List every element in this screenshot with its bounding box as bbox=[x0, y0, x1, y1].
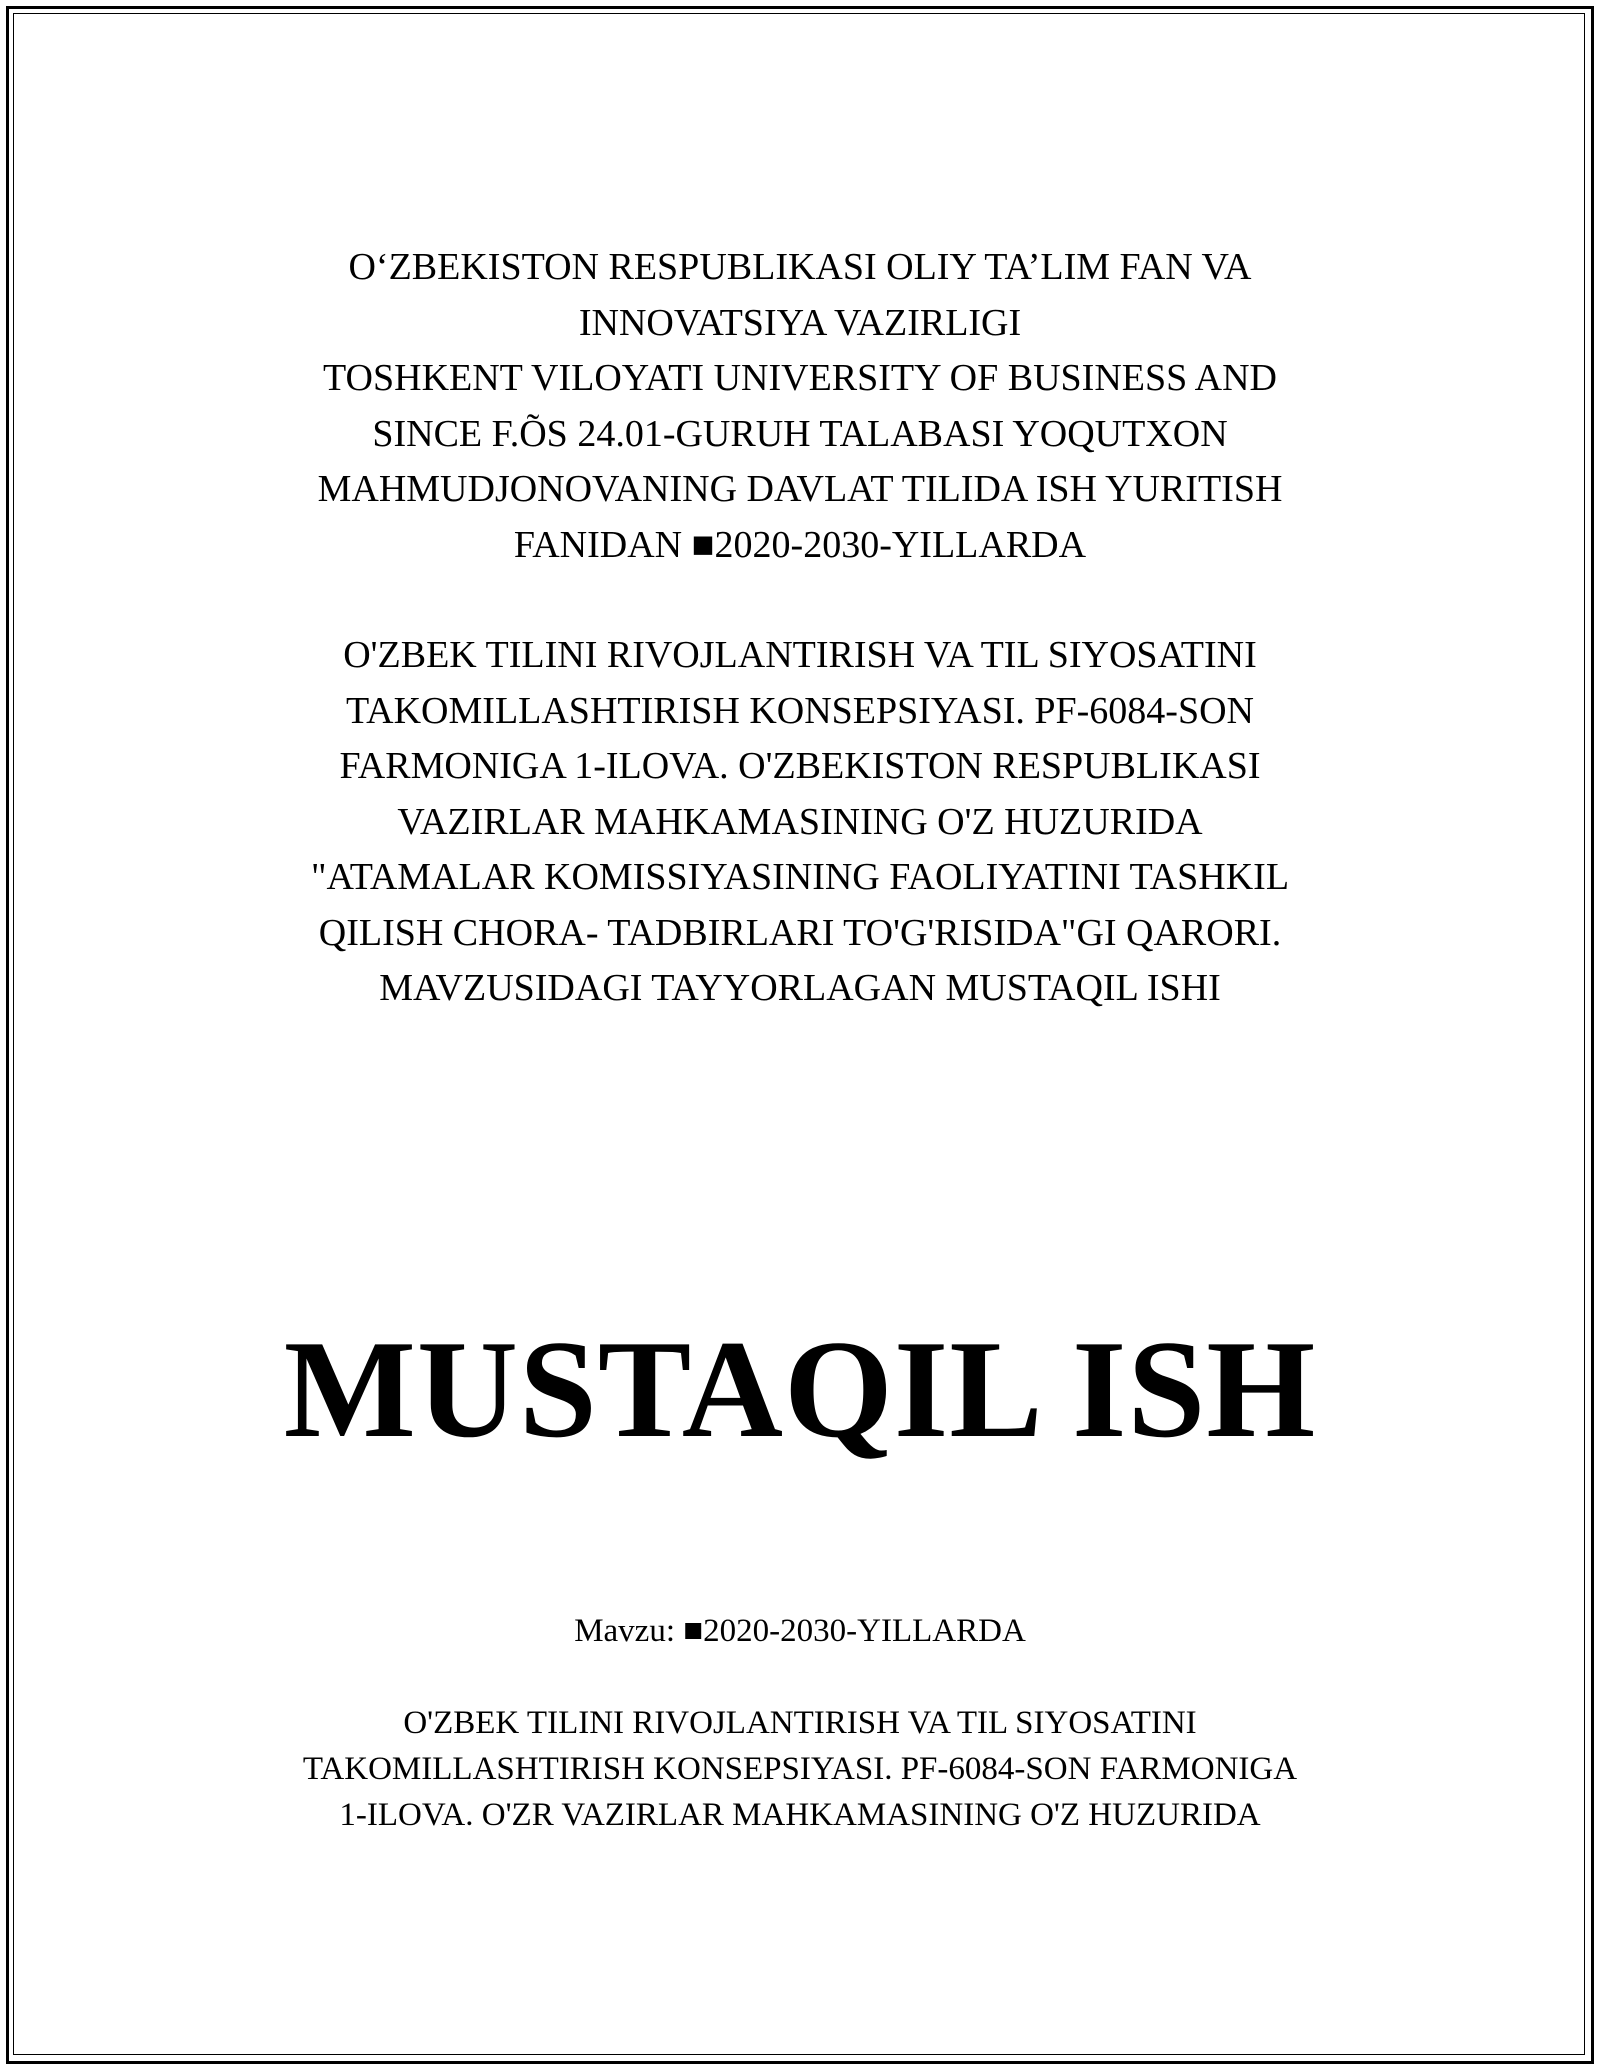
document-header: O‘ZBEKISTON RESPUBLIKASI OLIY TA’LIM FAN VA INNOVATSIYA VAZIRLIGI TOSHKENT VILOYATI UNIVERSITY OF BUSINESS AND SINCE F.ÕS 24.01-GURUH TALABASI YOQUTXON MAHMUDJONOVANING DAVLAT TILIDA ISH YURITISH FANIDAN ■2020-2030-YILLARDA bbox=[317, 246, 1283, 566]
subject-description: O'ZBEK TILINI RIVOJLANTIRISH VA TIL SIYOSATINI TAKOMILLASHTIRISH KONSEPSIYASI. PF-6084-SON FARMONIGA 1-ILOVA. O'ZR VAZIRLAR MAHKAMASINING O'Z HUZURIDA bbox=[302, 1705, 1298, 1833]
document-topic: O'ZBEK TILINI RIVOJLANTIRISH VA TIL SIYOSATINI TAKOMILLASHTIRISH KONSEPSIYASI. PF-6084-SON FARMONIGA 1-ILOVA. O'ZBEKISTON RESPUBLIKASI VAZIRLAR MAHKAMASINING O'Z HUZURIDA "ATAMALAR KOMISSIYASINING FAOLIYATINI TASHKIL QILISH CHORA- TADBIRLARI TO'G'RISIDA"GI QARORI. MAVZUSIDAGI TAYYORLAGAN MUSTAQIL ISHI bbox=[310, 634, 1290, 1009]
subject-line: Mavzu: ■2020-2030-YILLARDA bbox=[574, 1613, 1026, 1649]
page-title: MUSTAQIL ISH bbox=[283, 1312, 1317, 1467]
